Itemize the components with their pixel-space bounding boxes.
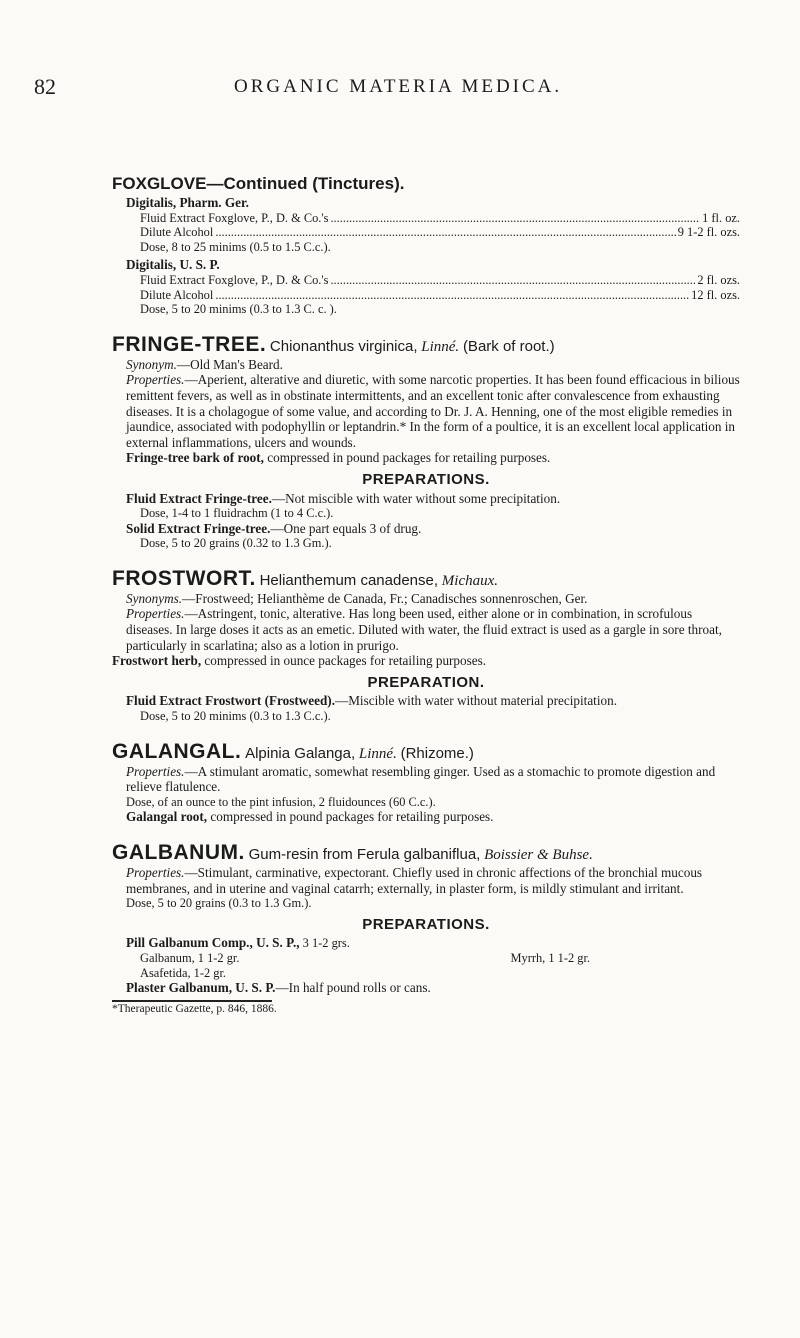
digitalis-usp-line2: Dilute Alcohol ..... 12 fl. ozs. xyxy=(112,288,740,303)
fringe-tree-fluid: Fluid Extract Fringe-tree.—Not miscible with water without some precipitation. xyxy=(126,490,561,506)
fringe-tree-retail: Fringe-tree bark of root, compressed in pound packages for retailing purposes. xyxy=(126,450,551,466)
galangal-heading: GALANGAL. Alpinia Galanga, Linné. (Rhizome.) xyxy=(112,739,474,763)
galbanum-plaster: Plaster Galbanum, U. S. P.—In half pound rolls or cans. xyxy=(126,980,431,996)
fringe-tree-heading: FRINGE-TREE. Chionanthus virginica, Linné. (Bark of root.) xyxy=(112,332,555,356)
frostwort-retail: Frostwort herb, compressed in ounce packages for retailing purposes. xyxy=(112,653,487,669)
galangal-retail: Galangal root, compressed in pound packages for retailing purposes. xyxy=(126,809,494,825)
frostwort-properties: Properties.—Astringent, tonic, alterative. Has long been used, either alone or in combination, in scrofulous diseases. In large doses it acts as an emetic. Diluted with water, the fluid extract is used as a gargle in sore throat, particularly in scarlatina; also as a lotion in prurigo. xyxy=(126,606,722,653)
frostwort-fluid-dose: Dose, 5 to 20 minims (0.3 to 1.3 C.c.). xyxy=(140,709,331,724)
galbanum-pill-ingredients xyxy=(112,951,740,966)
running-title: ORGANIC MATERIA MEDICA. xyxy=(234,76,563,97)
digitalis-pharm-dose: Dose, 8 to 25 minims (0.5 to 1.5 C.c.). xyxy=(140,239,331,254)
digitalis-pharm-line2: Dilute Alcohol ..... 9 1-2 fl. ozs. xyxy=(112,225,740,240)
frostwort-heading: FROSTWORT. Helianthemum canadense, Michaux. xyxy=(112,566,499,590)
ingredient: Myrrh, 1 1-2 gr. xyxy=(510,950,590,965)
galbanum-heading: GALBANUM. Gum-resin from Ferula galbaniflua, Boissier & Buhse. xyxy=(112,841,593,864)
footnote: *Therapeutic Gazette, p. 846, 1886. xyxy=(112,1002,277,1015)
foxglove-heading: FOXGLOVE—Continued (Tinctures). xyxy=(112,174,405,193)
fringe-tree-prep-heading: PREPARATIONS. xyxy=(362,470,490,488)
ingredient: Galbanum, 1 1-2 gr. xyxy=(140,950,240,965)
page-number: 82 xyxy=(34,74,56,99)
digitalis-usp-dose: Dose, 5 to 20 minims (0.3 to 1.3 C. c. ). xyxy=(140,302,337,317)
fringe-tree-properties: Properties.—Aperient, alterative and diuretic, with some narcotic properties. It has been found efficacious in bilious remittent fevers, as well as in obstinate intermittents, and an excellent tonic after convalescence from exhausting diseases. It is a cholagogue of some value, and according to Dr. J. A. Henning, one of the most eligible remedies in jaundice, associated with podophyllin or leptandrin.* In the form of a poultice, it is an excellent local application in external inflammations, ulcers and wounds. xyxy=(126,372,740,450)
digitalis-pharm-line1: Fluid Extract Foxglove, P., D. & Co.'s ..... 1 fl. oz. xyxy=(112,211,740,226)
running-head xyxy=(34,74,734,104)
ingredient: Asafetida, 1-2 gr. xyxy=(140,965,227,980)
frostwort-prep-heading: PREPARATION. xyxy=(367,673,485,691)
frostwort-fluid: Fluid Extract Frostwort (Frostweed).—Miscible with water without material precipitation. xyxy=(126,693,617,709)
galangal-dose: Dose, of an ounce to the pint infusion, 2 fluidounces (60 C.c.). xyxy=(126,794,436,809)
frostwort-synonyms: Synonyms.—Frostweed; Helianthème de Canada, Fr.; Canadisches sonnenroschen, Ger. xyxy=(126,590,588,606)
digitalis-usp-name: Digitalis, U. S. P. xyxy=(126,257,220,273)
galbanum-properties: Properties.—Stimulant, carminative, expectorant. Chiefly used in chronic affections of the bronchial mucous membranes, and in uterine and vaginal catarrh; externally, in plaster form, is mildly stimulant and irritant. xyxy=(126,865,703,896)
galbanum-prep-heading: PREPARATIONS. xyxy=(362,915,490,933)
galbanum-dose: Dose, 5 to 20 grains (0.3 to 1.3 Gm.). xyxy=(126,896,312,911)
content xyxy=(112,174,740,1016)
fringe-tree-synonym: Synonym.—Old Man's Beard. xyxy=(126,356,283,372)
fringe-tree-solid: Solid Extract Fringe-tree.—One part equals 3 of drug. xyxy=(126,520,422,536)
digitalis-pharm-name: Digitalis, Pharm. Ger. xyxy=(126,195,249,210)
digitalis-usp-line1: Fluid Extract Foxglove, P., D. & Co.'s ..... 2 fl. ozs. xyxy=(112,273,740,288)
fringe-tree-fluid-dose: Dose, 1-4 to 1 fluidrachm (1 to 4 C.c.). xyxy=(140,506,334,521)
galbanum-pill: Pill Galbanum Comp., U. S. P., 3 1-2 grs. xyxy=(126,935,350,951)
fringe-tree-solid-dose: Dose, 5 to 20 grains (0.32 to 1.3 Gm.). xyxy=(140,536,332,551)
galangal-properties: Properties.—A stimulant aromatic, somewhat resembling ginger. Used as a stomachic to promote digestion and relieve flatulence. xyxy=(126,763,716,795)
